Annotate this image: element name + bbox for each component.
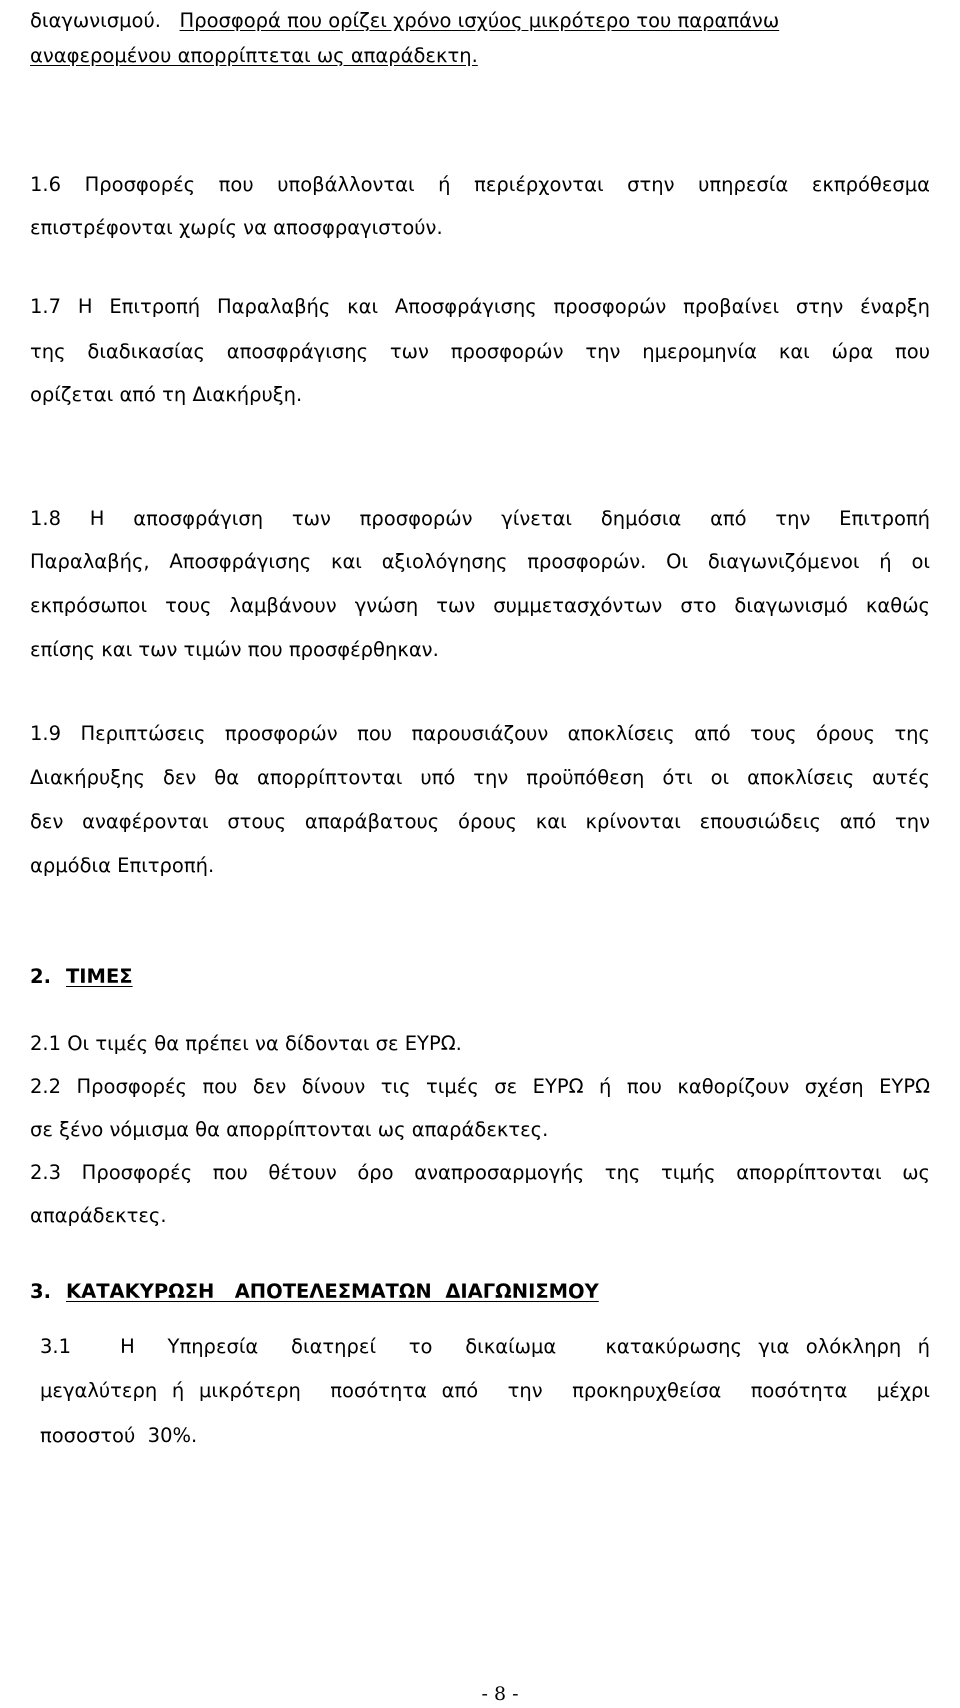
paragraph-2-2-line-2: σε ξένο νόμισμα θα απορρίπτονται ως απαράδεκτες.	[30, 1118, 549, 1141]
paragraph-3-1-line-2: μεγαλύτερη ή μικρότερη ποσότητα από την προκηρυχθείσα ποσότητα μέχρι	[40, 1379, 930, 1402]
text-fragment: διαγωνισμού.	[30, 9, 161, 32]
paragraph-1-7-line-3: ορίζεται από τη Διακήρυξη.	[30, 383, 303, 406]
paragraph-line	[30, 34, 930, 77]
section-title: ΤΙΜΕΣ	[66, 965, 133, 988]
paragraph-1-8-line-4: επίσης και των τιμών που προσφέρθηκαν.	[30, 638, 439, 661]
paragraph-1-9-line-3: δεν αναφέρονται στους απαράβατους όρους και κρίνονται επουσιώδεις από την	[30, 810, 930, 833]
paragraph-2-1: 2.1 Οι τιμές θα πρέπει να δίδονται σε ΕΥΡΩ.	[30, 1032, 462, 1055]
paragraph-2-2-line-1: 2.2 Προσφορές που δεν δίνουν τις τιμές σε ΕΥΡΩ ή που καθορίζουν σχέση ΕΥΡΩ	[30, 1075, 930, 1098]
page-number: - 8 -	[481, 1683, 519, 1705]
paragraph-1-9-line-1: 1.9 Περιπτώσεις προσφορών που παρουσιάζουν αποκλίσεις από τους όρους της	[30, 722, 930, 745]
paragraph-1-8-line-2: Παραλαβής, Αποσφράγισης και αξιολόγησης προσφορών. Οι διαγωνιζόμενοι ή οι	[30, 550, 930, 573]
paragraph-3-1-line-1: 3.1 Η Υπηρεσία διατηρεί το δικαίωμα κατακύρωσης για ολόκληρη ή	[40, 1335, 930, 1358]
paragraph-1-8-line-3: εκπρόσωποι τους λαμβάνουν γνώση των συμμετασχόντων στο διαγωνισμό καθώς	[30, 594, 930, 617]
underlined-text: αναφερομένου απορρίπτεται ως απαράδεκτη.	[30, 44, 478, 67]
paragraph-3-1-line-3: ποσοστού 30%.	[40, 1424, 198, 1447]
paragraph-2-3-line-2: απαράδεκτες.	[30, 1204, 167, 1227]
underlined-text: Προσφορά που ορίζει χρόνο ισχύος μικρότερο του παραπάνω	[179, 9, 780, 32]
paragraph-1-6-line-2: επιστρέφονται χωρίς να αποσφραγιστούν.	[30, 216, 443, 239]
section-number: 3.	[30, 1280, 51, 1303]
paragraph-1-7-line-1: 1.7 Η Επιτροπή Παραλαβής και Αποσφράγισης προσφορών προβαίνει στην έναρξη	[30, 295, 930, 318]
paragraph-1-8-line-1: 1.8 Η αποσφράγιση των προσφορών γίνεται δημόσια από την Επιτροπή	[30, 507, 930, 530]
paragraph-2-3-line-1: 2.3 Προσφορές που θέτουν όρο αναπροσαρμογής της τιμής απορρίπτονται ως	[30, 1161, 930, 1184]
section-2-heading	[30, 965, 133, 988]
paragraph-1-6-line-1: 1.6 Προσφορές που υποβάλλονται ή περιέρχονται στην υπηρεσία εκπρόθεσμα	[30, 173, 930, 196]
paragraph-1-9-line-2: Διακήρυξης δεν θα απορρίπτονται υπό την προϋπόθεση ότι οι αποκλίσεις αυτές	[30, 766, 930, 789]
paragraph-1-9-line-4: αρμόδια Επιτροπή.	[30, 854, 215, 877]
section-number: 2.	[30, 965, 51, 988]
section-3-heading	[30, 1280, 599, 1303]
paragraph-1-7-line-2: της διαδικασίας αποσφράγισης των προσφορών την ημερομηνία και ώρα που	[30, 340, 930, 363]
section-title: ΚΑΤΑΚΥΡΩΣΗ ΑΠΟΤΕΛΕΣΜΑΤΩΝ ΔΙΑΓΩΝΙΣΜΟΥ	[66, 1280, 599, 1303]
